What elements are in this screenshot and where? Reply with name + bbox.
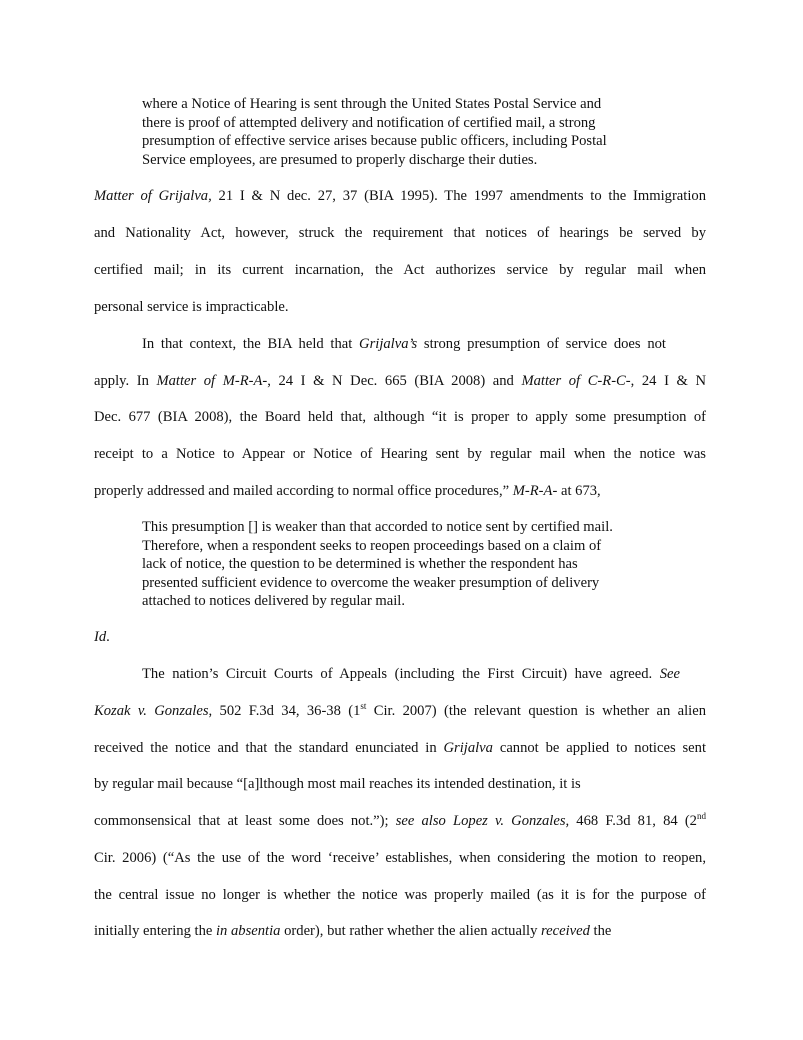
para2-line2: apply. In Matter of M-R-A-, 24 I & N Dec. 665 (BIA 2008) and Matter of C-R-C-, 24 I & N — [94, 373, 706, 389]
para3-line3: received the notice and that the standard enunciated in Grijalva cannot be applied to notices sent — [94, 740, 706, 756]
para3-line1: The nation’s Circuit Courts of Appeals (including the First Circuit) have agreed. See — [142, 666, 680, 682]
para2-line3: Dec. 677 (BIA 2008), the Board held that, although “it is proper to apply some presumption of — [94, 409, 706, 425]
para1-line4: personal service is impracticable. — [94, 299, 289, 315]
para3-line2: Kozak v. Gonzales, 502 F.3d 34, 36-38 (1st Cir. 2007) (the relevant question is whether an alien — [94, 701, 706, 719]
para1-line2: and Nationality Act, however, struck the requirement that notices of hearings be served by — [94, 225, 706, 241]
para1-line1: Matter of Grijalva, 21 I & N dec. 27, 37 (BIA 1995). The 1997 amendments to the Immigration — [94, 188, 706, 204]
block-quote-2: This presumption [] is weaker than that accorded to notice sent by certified mail. Therefore, when a respondent seeks to reopen proceedings based on a claim of lack of notice, the question to be determined is whether the respondent has presented sufficient evidence to overcome the weaker presumption of delivery attached to notices delivered by regular mail. — [142, 519, 613, 609]
para1-line3: certified mail; in its current incarnation, the Act authorizes service by regular mail when — [94, 262, 706, 278]
para3-line5: commonsensical that at least some does not.”); see also Lopez v. Gonzales, 468 F.3d 81, 84 (2nd — [94, 811, 706, 829]
para2-line1: In that context, the BIA held that Grijalva’s strong presumption of service does not — [142, 336, 666, 352]
para3-line7: the central issue no longer is whether the notice was properly mailed (as it is for the purpose of — [94, 887, 706, 903]
block-quote-1: where a Notice of Hearing is sent through the United States Postal Service and there is proof of attempted delivery and notification of certified mail, a strong presumption of effective service arises because public officers, including Postal Service employees, are presumed to properly discharge their duties. — [142, 96, 607, 168]
para2-line4: receipt to a Notice to Appear or Notice of Hearing sent by regular mail when the notice was — [94, 446, 706, 462]
para3-line8: initially entering the in absentia order), but rather whether the alien actually received the — [94, 923, 612, 939]
case-name: Matter of Grijalva, — [94, 188, 212, 204]
id-citation: Id. — [94, 629, 110, 645]
para2-line5: properly addressed and mailed according to normal office procedures,” M-R-A- at 673, — [94, 483, 601, 499]
para3-line6: Cir. 2006) (“As the use of the word ‘receive’ establishes, when considering the motion to reopen, — [94, 850, 706, 866]
para3-line4: by regular mail because “[a]lthough most mail reaches its intended destination, it is — [94, 776, 581, 792]
